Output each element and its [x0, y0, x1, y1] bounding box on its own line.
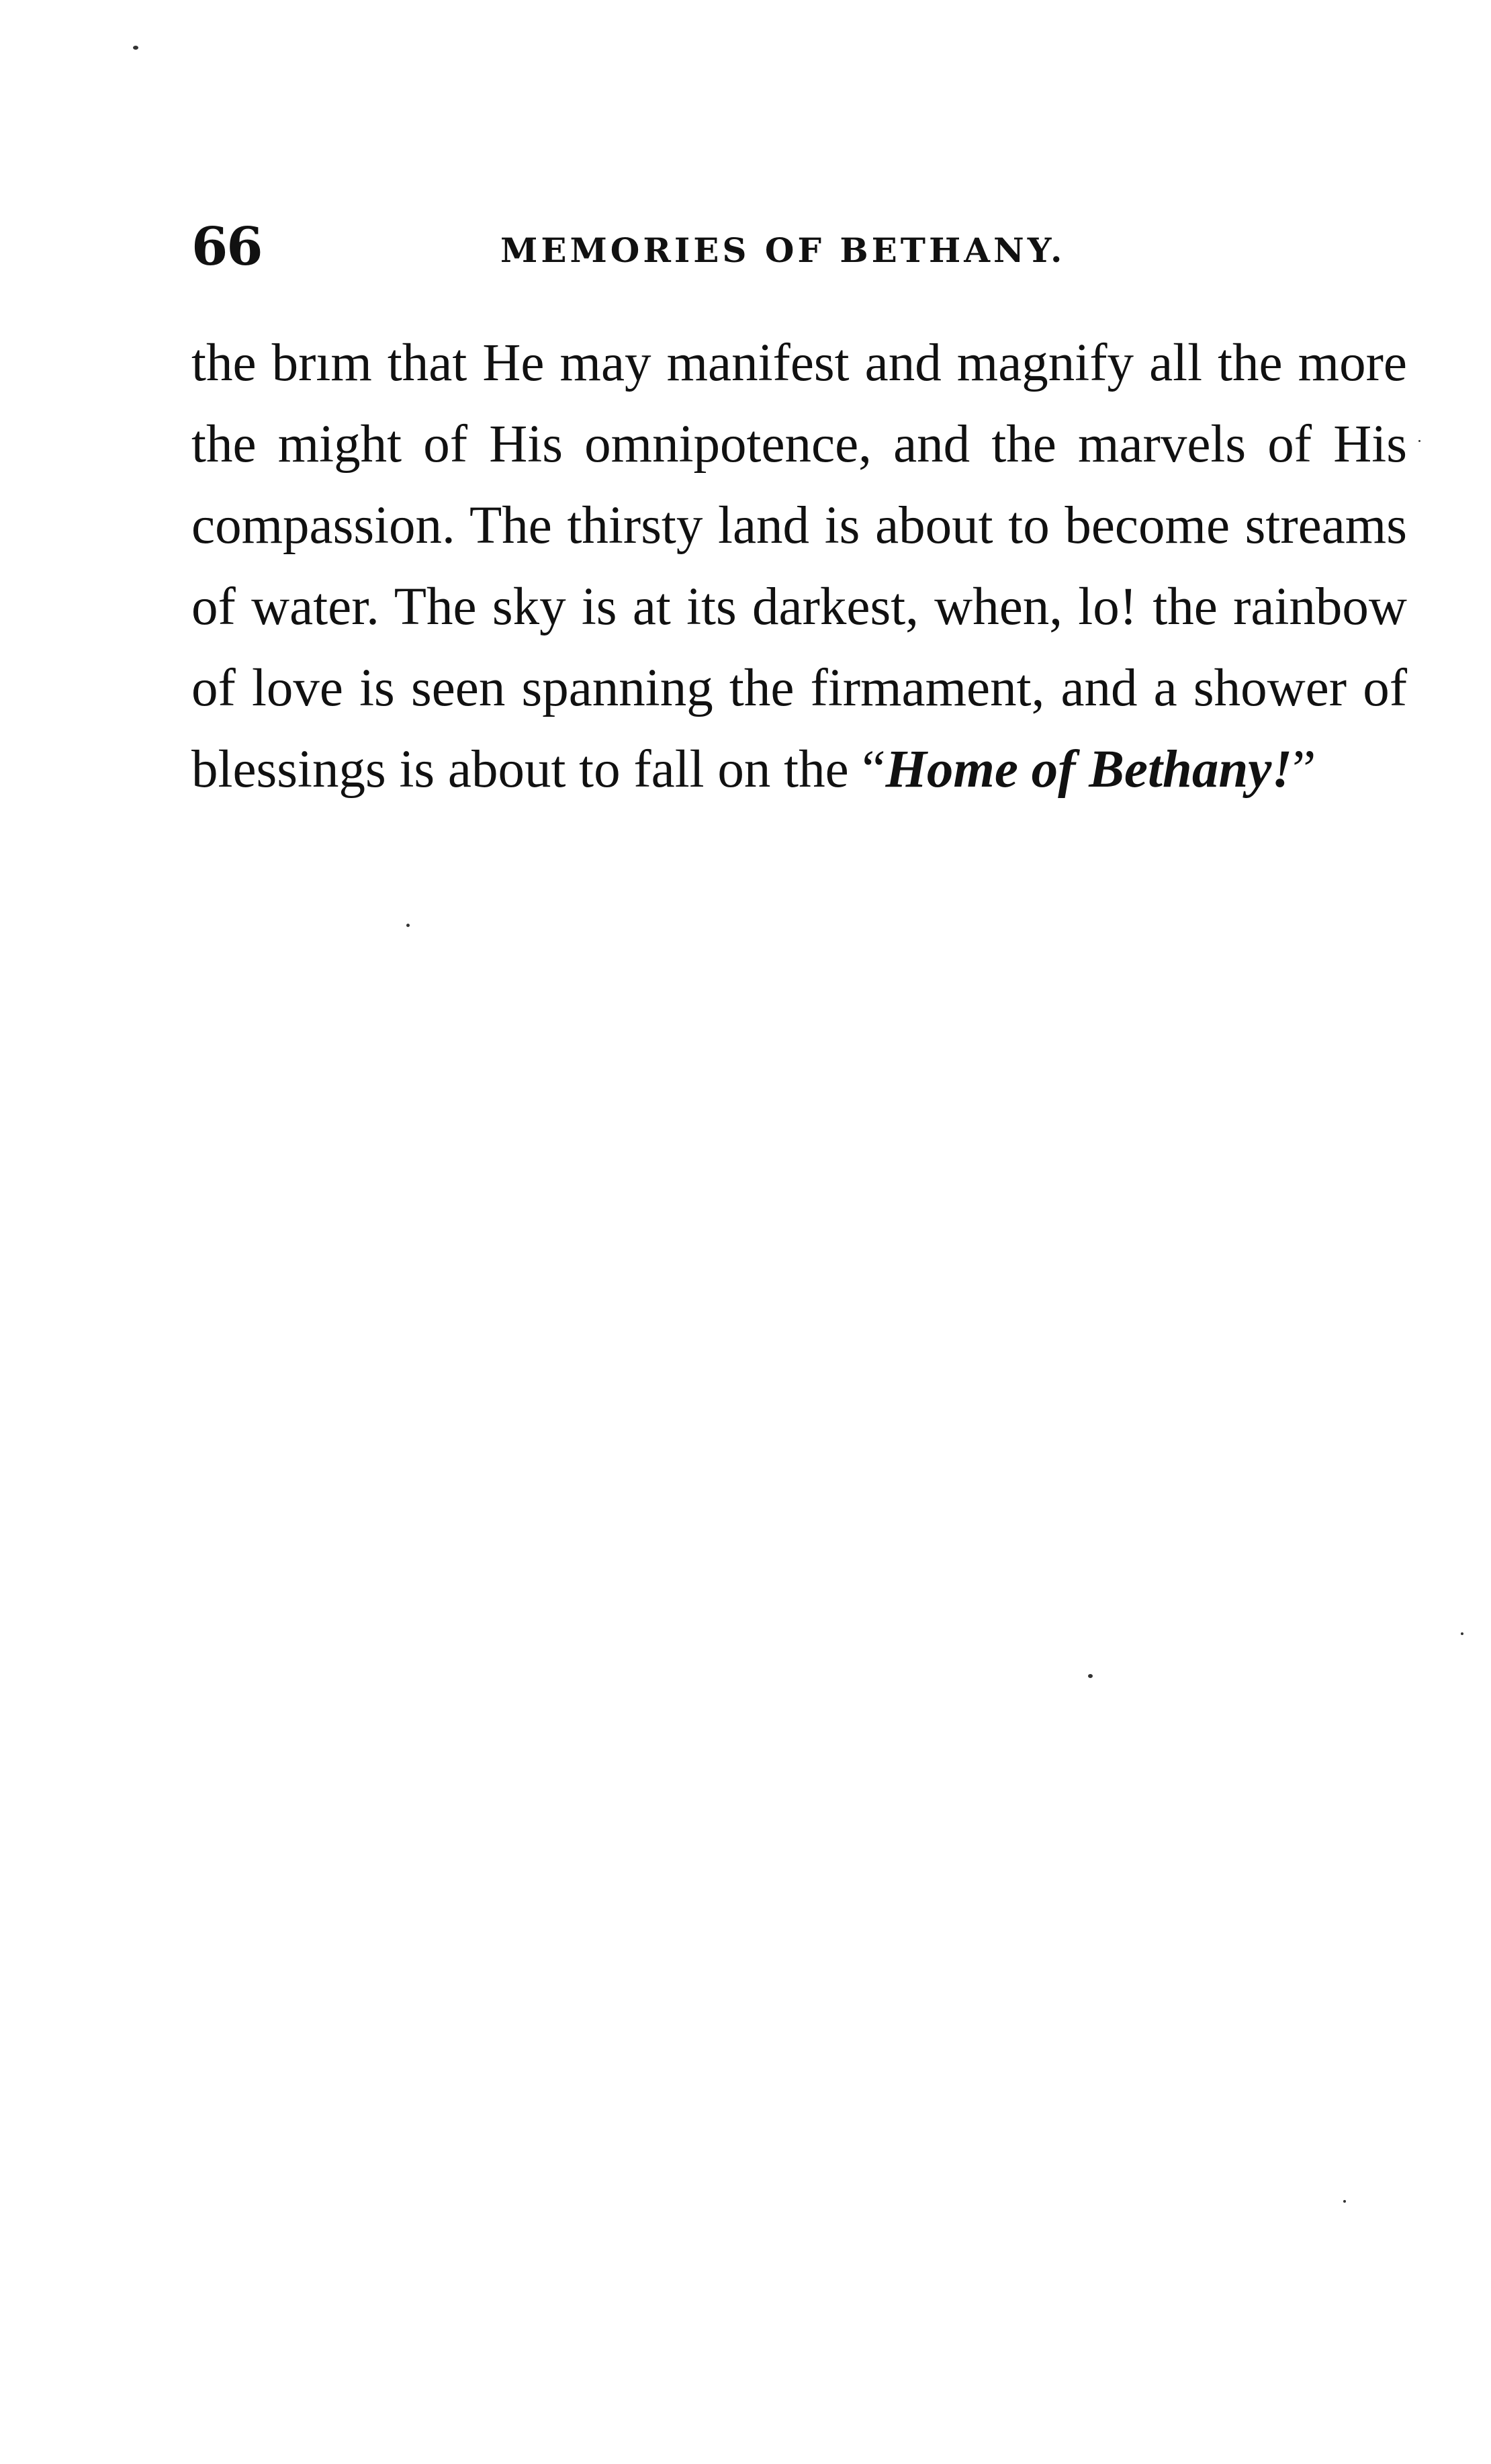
running-title: MEMORIES OF BETHANY.	[500, 230, 1066, 270]
print-speck	[133, 46, 138, 50]
body-paragraph	[191, 322, 1407, 810]
page-number: 66	[191, 216, 262, 277]
running-head	[191, 214, 1407, 281]
paragraph-text: the brım that He may manifest and magnify all the more the might of His omnipotence, and the marvels of His compassion. The thirsty land is about to become streams of water. The sky is at its darkest, when, lo! the rainbow of love is seen spanning the firmament, and a shower of blessings is about to fall on the “	[191, 334, 1407, 799]
print-speck	[406, 924, 410, 927]
print-speck	[1343, 2200, 1346, 2203]
print-speck	[1461, 1632, 1463, 1635]
print-speck	[1088, 1674, 1093, 1678]
closing-quote: ”	[1292, 740, 1316, 799]
print-speck	[1418, 440, 1420, 442]
emphasized-title: Home of Bethany!	[885, 740, 1293, 799]
